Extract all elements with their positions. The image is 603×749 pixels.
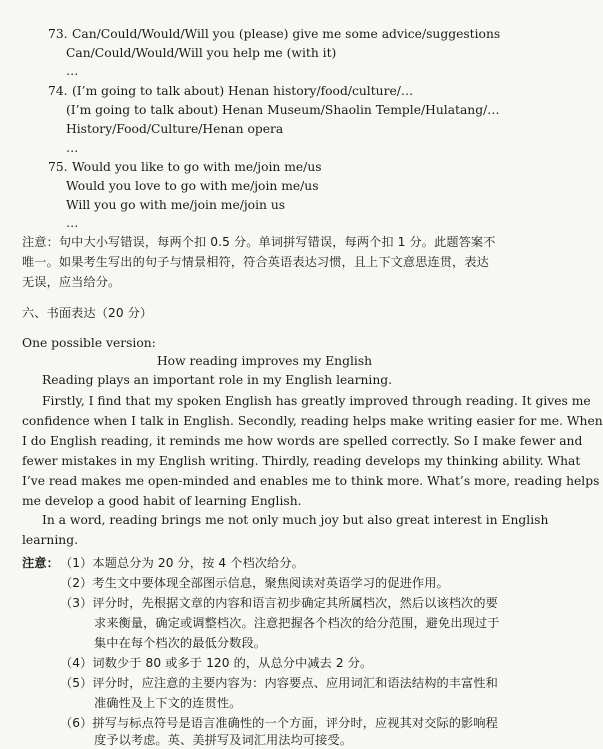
item-number: 74. — [48, 84, 68, 98]
note-text: 唯一。如果考生写出的句子与情景相符，符合英语表达习惯，且上下文意思连贯，表达 — [22, 255, 489, 269]
answer-item-73 — [48, 25, 500, 43]
answer-line: Would you love to go with me/join me/us — [66, 179, 319, 193]
note-label: 注意： — [22, 235, 59, 249]
essay-line: Reading plays an important role in my English learning. — [42, 373, 393, 387]
note-item-1: （1）本题总分为 20 分，按 4 个档次给分。 — [60, 556, 304, 570]
essay-line: fewer mistakes in my English writing. Thirdly, reading develops my thinking ability. What — [22, 454, 581, 468]
note-text: 句中大小写错误，每两个扣 0.5 分。单词拼写错误，每两个扣 1 分。此题答案不 — [58, 235, 496, 249]
section-title: 六、书面表达（20 分） — [22, 306, 153, 320]
answer-line: (I’m going to talk about) Henan Museum/Shaolin Temple/Hulatang/… — [66, 103, 500, 117]
answer-ellipsis: … — [66, 64, 79, 78]
answer-line: Would you like to go with me/join me/us — [72, 160, 322, 174]
essay-line: I’ve read makes me open-minded and enables me to think more. What’s more, reading helps — [22, 474, 600, 488]
essay-line: me develop a good habit of learning English. — [22, 494, 302, 508]
note-label: 注意： — [22, 556, 59, 570]
grading-note — [22, 233, 518, 251]
note-item-6-cont: 度予以考虑。英、美拼写及词汇用法均可接受。 — [94, 733, 353, 747]
note-item-5: （5）评分时，应注意的主要内容为：内容要点、应用词汇和语法结构的丰富性和 — [60, 676, 498, 690]
note-item-5-cont: 准确性及上下文的连贯性。 — [94, 696, 242, 710]
essay-title: How reading improves my English — [156, 354, 373, 368]
answer-item-75 — [48, 158, 322, 176]
note-item-6: （6）拼写与标点符号是语言准确性的一个方面，评分时，应视其对交际的影响程 — [60, 716, 498, 730]
essay-line: learning. — [22, 533, 78, 547]
answer-line: History/Food/Culture/Henan opera — [66, 122, 284, 136]
item-number: 75. — [48, 160, 68, 174]
essay-line: Firstly, I find that my spoken English has greatly improved through reading. It gives me — [42, 394, 591, 408]
version-label: One possible version: — [22, 336, 156, 350]
answer-ellipsis: … — [66, 216, 79, 230]
answer-line: Can/Could/Would/Will you (please) give me some advice/suggestions — [72, 27, 501, 41]
essay-line: confidence when I talk in English. Secondly, reading helps make writing easier for me. When — [22, 414, 603, 428]
item-number: 73. — [48, 27, 68, 41]
answer-ellipsis: … — [66, 141, 79, 155]
note-text: 无误，应当给分。 — [22, 275, 121, 289]
answer-item-74 — [48, 82, 413, 100]
essay-line: I do English reading, it reminds me how words are spelled correctly. So I make fewer and — [22, 434, 583, 448]
note-item-3: （3）评分时，先根据文章的内容和语言初步确定其所属档次，然后以该档次的要 — [60, 596, 498, 610]
note-item-3-cont: 求来衡量，确定或调整档次。注意把握各个档次的给分范围，避免出现过于 — [94, 616, 500, 630]
answer-line: Will you go with me/join me/join us — [66, 198, 286, 212]
note-item-3-cont: 集中在每个档次的最低分数段。 — [94, 636, 267, 650]
answer-line: (I’m going to talk about) Henan history/food/culture/… — [72, 84, 414, 98]
answer-line: Can/Could/Would/Will you help me (with it) — [66, 46, 337, 60]
note-item-2: （2）考生文中要体现全部图示信息，聚焦阅读对英语学习的促进作用。 — [60, 576, 449, 590]
essay-line: In a word, reading brings me not only much joy but also great interest in English — [42, 513, 549, 527]
note-item-4: （4）词数少于 80 或多于 120 的，从总分中减去 2 分。 — [60, 656, 373, 670]
